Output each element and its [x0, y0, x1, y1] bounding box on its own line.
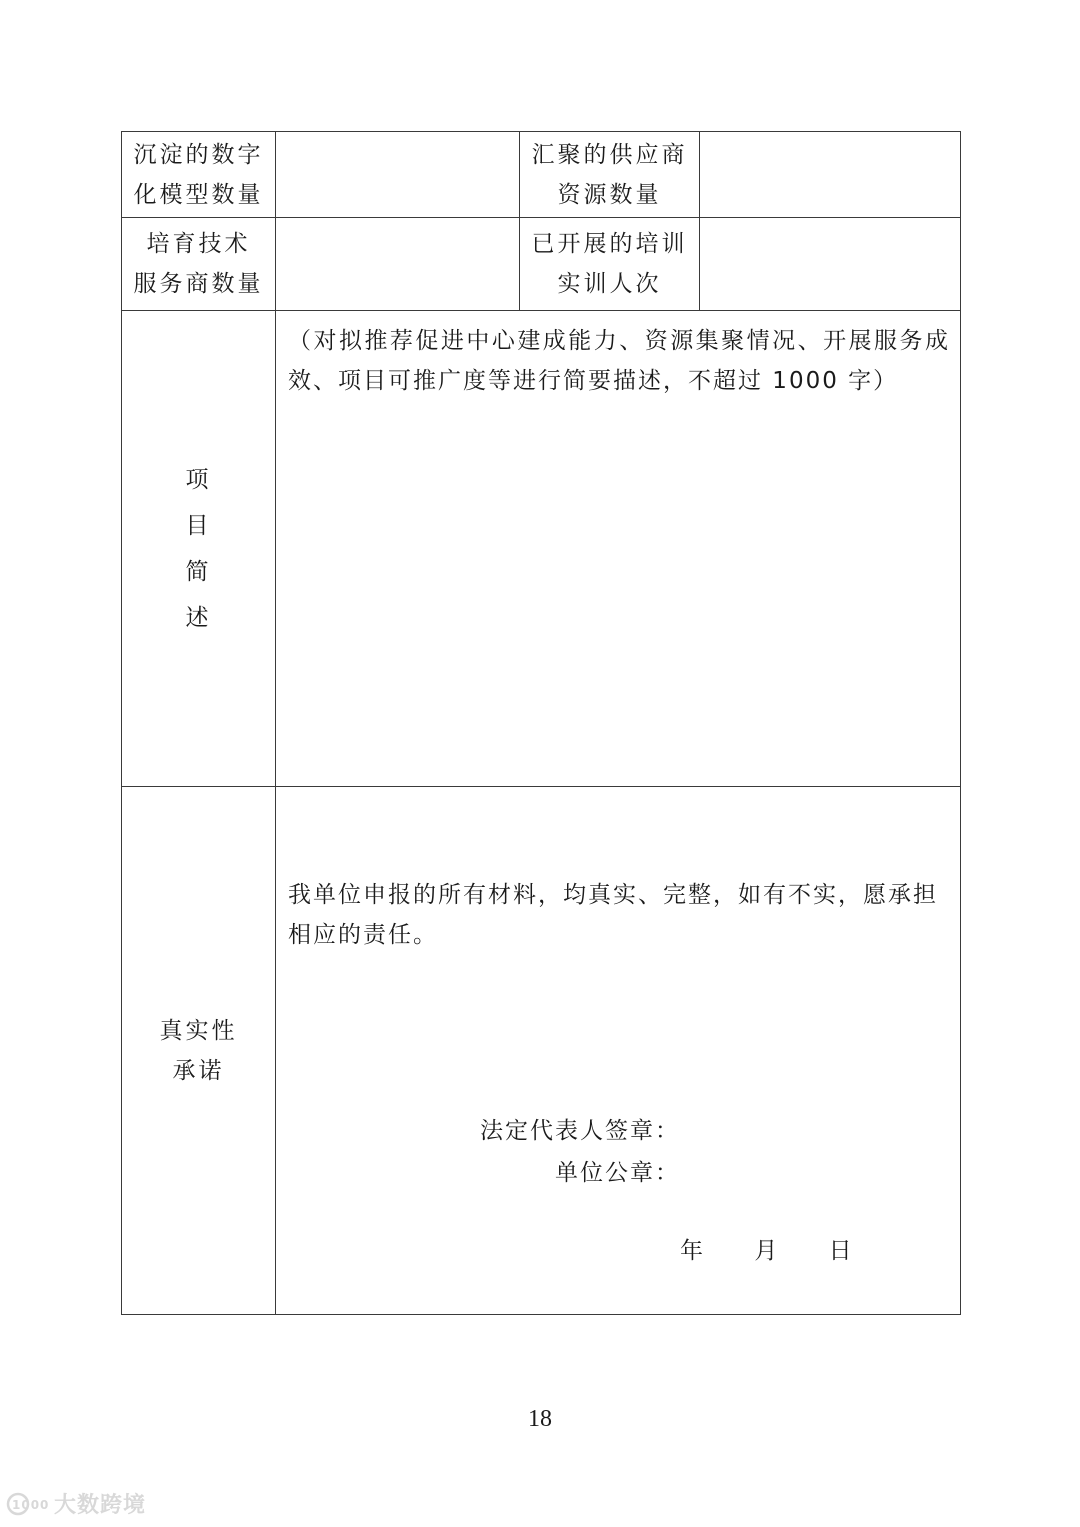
table-row-service-training: [122, 218, 961, 311]
date-month-label: 月: [754, 1238, 780, 1264]
watermark-text: 大数跨境: [54, 1493, 147, 1518]
date-year-label: 年: [680, 1238, 705, 1264]
label-tech-service-providers: 培育技术 服务商数量: [122, 218, 276, 311]
table-row-authenticity-promise: [122, 787, 961, 1315]
label-training-sessions: 已开展的培训 实训人次: [520, 218, 700, 311]
label-authenticity-promise: 真实性 承诺: [122, 787, 276, 1315]
page-number: 18: [528, 1406, 552, 1432]
date-day-label: 日: [828, 1238, 854, 1264]
label-supplier-resources: 汇聚的供应商 资源数量: [520, 132, 700, 218]
application-form-table: [121, 131, 961, 1315]
project-summary-placeholder: （对拟推荐促进中心建成能力、资源集聚情况、开展服务成效、项目可推广度等进行简要描述，不超过 1000 字）: [288, 328, 950, 394]
label-project-summary: 项 目 简 述: [122, 311, 276, 787]
field-tech-service-providers-count[interactable]: [276, 218, 520, 311]
unit-seal-label: 单位公章：: [555, 1160, 680, 1186]
project-summary-field[interactable]: [276, 311, 961, 787]
legal-rep-signature-label: 法定代表人签章：: [480, 1118, 680, 1144]
field-supplier-resources-count[interactable]: [700, 132, 961, 218]
promise-statement: 我单位申报的所有材料，均真实、完整，如有不实，愿承担相应的责任。: [288, 882, 938, 948]
date-line: [680, 1231, 894, 1271]
label-digital-models: 沉淀的数字 化模型数量: [122, 132, 276, 218]
field-digital-models-count[interactable]: [276, 132, 520, 218]
table-row-project-summary: [122, 311, 961, 787]
watermark-logo-icon: [6, 1491, 50, 1517]
field-training-sessions-count[interactable]: [700, 218, 961, 311]
authenticity-promise-field: [276, 787, 961, 1315]
svg-text:1000: 1000: [12, 1497, 50, 1512]
table-row-model-supplier: [122, 132, 961, 218]
watermark: [6, 1488, 146, 1519]
